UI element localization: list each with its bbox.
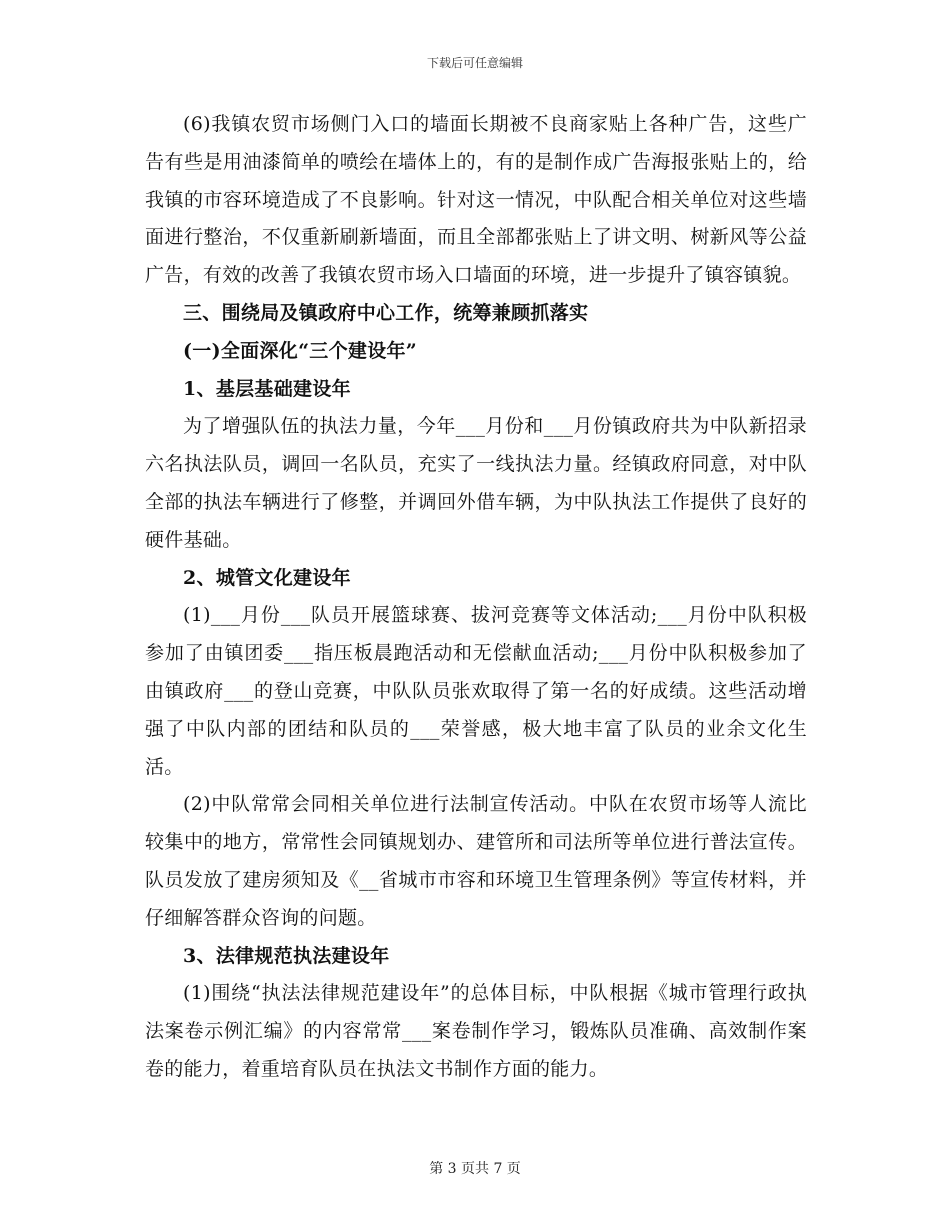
paragraph-culture-2: (2)中队常常会同相关单位进行法制宣传活动。中队在农贸市场等人流比较集中的地方，常常性会同镇规划办、建管所和司法所等单位进行普法宣传。队员发放了建房须知及《__省城市市容和环境卫生管理条例》等宣传材料，并仔细解答群众咨询的问题。 [145,793,807,929]
paragraph-basic-construction: 为了增强队伍的执法力量，今年___月份和___月份镇政府共为中队新招录六名执法队员，调回一名队员，充实了一线执法力量。经镇政府同意，对中队全部的执法车辆进行了修整，并调回外借车辆，为中队执法工作提供了良好的硬件基础。 [145,415,807,551]
paragraph-law-1: (1)围绕“执法法律规范建设年”的总体目标，中队根据《城市管理行政执法案卷示例汇编》的内容常常___案卷制作学习，锻炼队员准确、高效制作案卷的能力，着重培育队员在执法文书制作方面的能力。 [145,982,807,1080]
page-footer: 第 3 页共 7 页 [429,1161,521,1177]
paragraph-culture-1: (1)___月份___队员开展篮球赛、拔河竞赛等文体活动;___月份中队积极参加了由镇团委___指压板晨跑活动和无偿献血活动;___月份中队积极参加了由镇政府___的登山竞赛，中队队员张欢取得了第一名的好成绩。这些活动增强了中队内部的团结和队员的___荣誉感，极大地丰富了队员的业余文化生活。 [145,604,807,778]
page-header: 下载后可任意编辑 [426,56,523,70]
subsection-heading-1: (一)全面深化“三个建设年” [183,339,418,362]
paragraph-6-wall-ads: (6)我镇农贸市场侧门入口的墙面长期被不良商家贴上各种广告，这些广告有些是用油漆简单的喷绘在墙体上的，有的是制作成广告海报张贴上的，给我镇的市容环境造成了不良影响。针对这一情况，中队配合相关单位对这些墙面进行整治，不仅重新刷新墙面，而且全部都张贴上了讲文明、树新风等公益广告，有效的改善了我镇农贸市场入口墙面的环境，进一步提升了镇容镇貌。 [145,113,807,287]
item-heading-1: 1、基层基础建设年 [183,377,351,400]
item-heading-3: 3、法律规范执法建设年 [183,944,390,967]
section-heading-3: 三、围绕局及镇政府中心工作，统筹兼顾抓落实 [183,301,589,324]
document-body [145,106,807,1089]
item-heading-2: 2、城管文化建设年 [183,566,351,589]
